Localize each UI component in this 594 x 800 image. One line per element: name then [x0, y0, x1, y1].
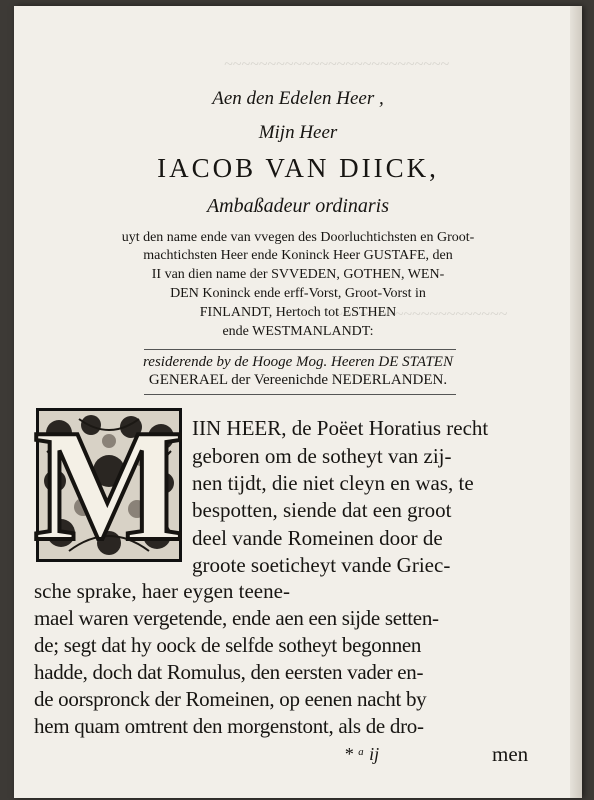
recipient-name: IACOB VAN DIICK, — [157, 153, 439, 183]
residing-line: residerende by de Hooge Mog. Heeren DE STATEN — [143, 354, 453, 370]
small-line: II van dien name der SVVEDEN, GOTHEN, WEN- — [151, 267, 445, 282]
body-line: IIN HEER, de Poëet Horatius recht — [192, 416, 489, 440]
body-line: sche sprake, haer eygen teene- — [34, 579, 290, 603]
small-line: FINLANDT, Hertoch tot ESTHEN — [199, 305, 397, 320]
body-line: nen tijdt, die niet cleyn en was, te — [192, 471, 474, 495]
signature-mark: * ᵃ ij — [344, 744, 380, 764]
show-through-text: ~~~~~~~~~~~~~~~~~~~~ — [334, 306, 508, 323]
body-line: bespotten, siende dat een groot — [192, 498, 452, 522]
show-through-text: ~~~~~~~~~~~~~~~~~~~~~~~~~~ — [224, 56, 450, 73]
decorated-initial — [33, 396, 185, 574]
body-line: groote soeticheyt vande Griec- — [192, 553, 451, 577]
small-line: ende WESTMANLANDT: — [222, 324, 374, 339]
body-line: hem quam omtrent den morgenstont, als de dro- — [34, 714, 424, 738]
body-line: geboren om de sotheyt van zij- — [192, 444, 452, 468]
divider-rule — [144, 394, 456, 395]
catchword: men — [492, 742, 529, 766]
initial-letter: M — [33, 396, 185, 574]
body-line: de oorspronck der Romeinen, op eenen nacht by — [34, 687, 427, 711]
small-line: DEN Koninck ende erff-Vorst, Groot-Vorst in — [170, 286, 426, 301]
dedication-line2: Mijn Heer — [258, 122, 338, 143]
recipient-title: Ambaßadeur ordinaris — [206, 195, 390, 217]
body-line: mael waren vergetende, ende aen een sijde setten- — [34, 606, 439, 630]
book-page — [14, 6, 582, 798]
body-line: hadde, doch dat Romulus, den eersten vader en- — [34, 660, 424, 684]
dedication-line1: Aen den Edelen Heer , — [212, 88, 384, 109]
small-line: uyt den name ende van vvegen des Doorluchtichsten en Groot- — [121, 230, 475, 245]
residing-line: GENERAEL der Vereenichde NEDERLANDEN. — [148, 372, 448, 388]
body-line: deel vande Romeinen door de — [192, 526, 443, 550]
body-line: de; segt dat hy oock de selfde sotheyt begonnen — [34, 633, 422, 657]
divider-rule — [144, 349, 456, 350]
small-line: machtichsten Heer ende Koninck Heer GUSTAFE, den — [143, 248, 453, 263]
